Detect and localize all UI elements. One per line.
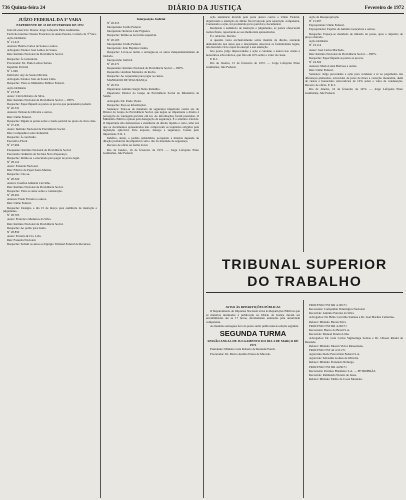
paragraph: Rio de Janeiro, 16 de fevereiro de 1972. — Jorge Lafayette Pinto Guimarães, Juiz Federal.	[305, 87, 403, 95]
paragraph: Despacho: Especifiquem as partes as provas.	[309, 55, 364, 60]
paragraph: Juiz em exercício: Doutor Jorge Lafayette Pinto Guimarães.	[7, 27, 81, 32]
paragraph: Nº 23.518	[7, 89, 20, 94]
paragraph: Despacho: Lavre-se termo e entregue-se os autos independentemente de traslado.	[103, 50, 199, 58]
paragraph: Autor: Ferreira & Cia. Ltda.	[7, 233, 42, 238]
paragraph: Presidente: Ministro Luiz Roberto de Rezende Puech.	[210, 347, 276, 352]
paragraph: Interpelante: União Federal.	[107, 41, 142, 46]
paragraph: Advogado: Doutor José Lemos de Sousa.	[7, 48, 58, 53]
header-date-right: Fevereiro de 1972	[364, 5, 404, 11]
paragraph: Autores: Benito Carlos de Sousa e outros.	[7, 44, 59, 49]
paragraph: Nº 21.007	[309, 19, 322, 24]
paragraph: Nº 1.049	[7, 68, 18, 73]
paragraph: Despacho: Subam os autos ao Egrégio Tribunal Federal de Recursos.	[7, 242, 92, 247]
newspaper-title: DIÁRIO DA JUSTIÇA	[167, 4, 242, 12]
notice-heading: AVISO ÀS REPARTIÇÕES PÚBLICAS	[225, 304, 281, 309]
paragraph: Despacho: Intime-se na forma requerida.	[107, 33, 157, 38]
paragraph: Nº 28.320	[7, 176, 20, 181]
column-divider	[203, 16, 204, 498]
paragraph: Réu: Fábrica de Papel Santa Marina.	[7, 168, 52, 173]
paragraph: Agravado: Sebastião Gomes de Oliveira.	[309, 356, 359, 361]
court-heading: JUÍZO FEDERAL DA 3ª VARA	[18, 17, 82, 22]
paragraph: PROCESSO TST RR 4.630/71	[309, 364, 347, 369]
paragraph: Despacho: Vista ao autor sobre a contestação.	[7, 189, 63, 194]
column-3	[206, 16, 300, 244]
tribunal-banner	[206, 256, 403, 293]
paragraph: Autor: José Carlos Machado.	[309, 47, 345, 52]
paragraph: Réu: Instituto Nacional de Previdência Social — INPS.	[7, 97, 75, 102]
paragraph: Nº 20.271	[107, 61, 120, 66]
paragraph: Nº 27.233	[7, 122, 20, 127]
column-2-heading: Interposição Judicial	[136, 16, 166, 21]
paragraph: Despacho: Expeça-se mandado de imissão de posse, após o depósito do preço ofertado.	[305, 31, 403, 40]
process-list	[305, 304, 403, 381]
paragraph: Despacho: Intime-se o executado para pagar no prazo legal.	[7, 155, 80, 160]
paragraph: Despacho: Cite-se.	[7, 172, 31, 177]
paragraph: Réu: União Federal.	[7, 201, 32, 206]
paragraph: Autora: Josefina Almeida Carvalho.	[7, 180, 51, 185]
paragraph: Autor: Francisco Medeiros da Silva.	[7, 217, 52, 222]
paragraph: Despacho: Digam as partes sobre o laudo pericial no prazo de cinco dias.	[7, 118, 97, 123]
paragraph: Ação Ordinária	[7, 85, 26, 90]
paragraph: É o relatório. Decido.	[210, 33, 237, 38]
paragraph: Nº 28.491	[7, 193, 20, 198]
session-heading: SESSÃO ANUAL DE JULGAMENTO DO DIA 4 DE MARÇO DE 1972	[207, 339, 299, 347]
paragraph: Interposição Judicial	[107, 57, 133, 62]
paragraph: Nº 26.531	[7, 106, 20, 111]
paragraph: Nº 23.114	[309, 43, 322, 48]
paragraph: Nº 20.351	[107, 82, 120, 87]
paragraph: Nº 24.562	[309, 59, 322, 64]
header-date-left: 736 Quinta-feira 24	[2, 5, 46, 11]
paragraph: Relator: Ministro Mozart Victor Russomano.	[309, 343, 364, 348]
tribunal-title-line1: TRIBUNAL SUPERIOR	[221, 256, 388, 272]
paragraph: MANDADO DE SEGURANÇA	[107, 78, 148, 83]
column-divider	[303, 300, 304, 498]
paragraph: Recorrente: Banco do Brasil S.A.	[309, 327, 350, 332]
paragraph: Inquérito Policial	[7, 64, 29, 69]
paragraph: Réu: Companhia Cedro Industrial.	[7, 131, 49, 136]
paragraph: Autor: Clóvis Ribeiro da Silva.	[7, 93, 45, 98]
paragraph: Advogados: Dr. Hélio Carvalho Santana e Dr. José Martins Catharino.	[309, 315, 395, 320]
column-4	[305, 16, 403, 244]
paragraph: Recorrido: Antônio Ferreira da Silva.	[309, 311, 355, 316]
paragraph: Recorrido: Raimundo Nonato de Jesus.	[309, 372, 357, 377]
paragraph: Despacho: Vista ao Ministério Público Federal.	[7, 81, 65, 86]
paragraph: Nº 28.116	[7, 160, 20, 165]
paragraph: Autores: Paulo Ferreira e outros.	[7, 197, 47, 202]
paragraph: Nº 28.703	[7, 213, 20, 218]
paragraph: Interpelado: João Baptista Cunha.	[107, 45, 149, 50]
paragraph: Despacho: Peça-se informações.	[107, 102, 147, 107]
paragraph: PROCESSO TST RR 4.202/71	[309, 323, 347, 328]
paragraph: Executado: Indústria de Tecidos Nova Esperança.	[7, 151, 68, 156]
column-divider	[303, 16, 304, 252]
paragraph: Autores: Maria Luiza Barbosa e outras.	[309, 64, 358, 69]
paragraph: Isto posto, julgo improcedente a ação e condeno a autora nas custas e honorários advocatícios, que fixo em 10% sobre o valor da causa.	[206, 49, 300, 57]
paragraph: ação anulatória movida pela parte autora contra a União Federal, objetivando a anulação de débito fiscal lançado pela repartição competente. Contestada a ação, foi produzida prova pericial e documental.	[206, 16, 300, 27]
column-1-body	[3, 29, 97, 247]
paragraph: O Departamento de Imprensa Nacional avisa às Repartições Públicas que as matérias destinadas à publicação no Diário da Justiça devem ser encaminhadas até as 17 horas, devidamente assinadas pela autoridade competente.	[206, 309, 300, 324]
paragraph: Requerente: Instituto Nacional de Previdência Social — INPS.	[107, 66, 184, 70]
paragraph: Réu: União Federal.	[7, 114, 32, 119]
paragraph: Rio de Janeiro, 16 de fevereiro de 1972. — Jorge Lafayette Pinto Guimarães, Juiz Federal.	[103, 147, 199, 156]
paragraph: Autor: Fazenda Nacional.	[7, 164, 39, 169]
paragraph: Relator: Ministro Thélio da Costa Monteiro.	[309, 376, 363, 381]
paragraph: Expropriados: Espólio de Antônio Gonçalves e outros.	[309, 27, 376, 32]
notice-body	[206, 310, 300, 328]
paragraph: Ação Ordinária	[7, 35, 26, 40]
paragraph: Réu: Instituto Nacional de Previdência Social.	[7, 221, 64, 226]
paragraph: Réu: Fazenda Nacional.	[7, 238, 37, 243]
paragraph: As matérias entregues fora do prazo serão publicadas na edição seguinte.	[210, 323, 299, 328]
column-2-body	[103, 22, 199, 156]
paragraph: Ação de Desapropriação	[309, 16, 339, 19]
column-4-lower	[305, 304, 403, 480]
paragraph: Recorrente: Petróleo Brasileiro S.A. — PETROBRÁS.	[309, 368, 377, 373]
paragraph: Recorrido: Manoel Pereira Lima.	[309, 331, 350, 336]
paragraph: Interpelante: União Federal.	[107, 25, 142, 30]
paragraph: Sentença: Julgo procedente a ação para condenar a ré ao pagamento das diferenças pleiteadas, acrescidas de juros de mora e correção monetária, além de custas e honorários advocatícios de 10% sobre o valor da condenação. Recorro de ofício. P. R. I.	[305, 72, 403, 88]
paragraph: Indiciado: Ary de Souza Oliveira.	[7, 73, 49, 78]
paragraph: Interpelado: Roberto Luiz Figueira.	[107, 29, 151, 34]
paragraph: Ação Ordinária	[309, 39, 328, 44]
paragraph: Nº 20.015	[107, 21, 120, 26]
paragraph: Recorrente: Companhia Siderúrgica Nacional.	[309, 307, 366, 312]
paragraph: Autor: Instituto Nacional de Previdência Social.	[7, 126, 66, 131]
expediente-heading: EXPEDIENTE DE 13 DE FEVEREIRO DE 1972	[16, 23, 84, 27]
paragraph: Autores: Nelson de Oliveira e outros.	[7, 110, 53, 115]
paragraph: Despacho: Ao perito para laudo.	[7, 225, 47, 230]
paragraph: Exequente: Instituto Nacional de Previdência Social.	[7, 147, 72, 152]
column-divider	[100, 16, 101, 498]
column-3-lower	[206, 304, 300, 480]
paragraph: Despacho: Designo o dia 15 de março para audiência de instrução e julgamento.	[3, 205, 97, 214]
paragraph: Agravante: Rede Ferroviária Federal S.A.	[309, 352, 360, 357]
paragraph: Recorro de ofício na forma da lei.	[107, 143, 149, 148]
section-heading: SEGUNDA TURMA	[219, 329, 287, 339]
paragraph: Indefiro, ainda, o pedido subsidiário, porquanto a matéria depende de dilação probatória incompatível com o rito do mandado de segurança.	[103, 135, 199, 144]
paragraph: Procurador: Dr. Paulo Lemos Seixas.	[7, 60, 53, 65]
paragraph: Réu: Instituto Nacional de Previdência Social.	[7, 52, 64, 57]
paragraph: Nº 21.415	[7, 39, 20, 44]
paragraph: A questão versa exclusivamente sobre matéria de direito, restando demonstrado nos autos que o lançamento observou as formalidades legais, não havendo vício capaz de ensejar a sua anulação.	[206, 38, 300, 50]
paragraph: Advogado: Doutor João de Souza Lima.	[7, 77, 57, 82]
paragraph: Réu: União Federal.	[309, 68, 334, 73]
paragraph: Executivo Fiscal	[7, 139, 28, 144]
paragraph: Realizada a audiência de instrução e julgamento, as partes ofereceram razões finais, reportando-se aos memoriais apresentados.	[206, 26, 300, 34]
paragraph: Impetrado: Diretor do Grupo de Previdência Social do Ministério da Saúde.	[103, 90, 199, 99]
paragraph: Nº 27.904	[7, 143, 20, 148]
paragraph: Despacho: Ao requerente para pagar as custas.	[107, 74, 164, 79]
paragraph: Nº 20.103	[107, 37, 120, 42]
paragraph: Requerido: Antônio Monteiro da Rocha.	[107, 70, 157, 75]
paragraph: Advogado: Dr. Paulo Vieira.	[107, 98, 142, 103]
paragraph: Relator: Ministro Barata Silva.	[309, 319, 347, 324]
paragraph: Expropriante: União Federal.	[309, 23, 345, 28]
paragraph: Advogados: Dr. Luiz Carlos Sigmaringa Seixas e Dr. Ulisses Riedel de Resende.	[305, 336, 403, 344]
paragraph: Impetrante: Antônio Sergio Netto Ramalho.	[107, 86, 161, 91]
column-3-body	[206, 16, 300, 69]
paragraph: Réu: Instituto Nacional de Previdência Social — INPS.	[309, 51, 377, 56]
paragraph: Sentença: Trata-se de mandado de segurança impetrado contra ato do Diretor do Grupo de Previdência Social, que negou ao impetrante o direito à percepção de vantagem prevista em lei. As informações foram prestadas. O Ministério Público opinou pela denegação da segurança. É o relatório. Decido. O impetrante não demonstrou a existência de direito líquido e certo, uma vez que os documentos apresentados não comprovam os requisitos exigidos pela legislação aplicável. Pelo exposto, denego a segurança. Custas pelo impetrante. P. R. I.	[103, 106, 199, 136]
paragraph: Despacho: Especifiquem as partes as provas que pretendem produzir.	[7, 102, 92, 107]
paragraph: PROCESSO TST AI 4.511/71	[309, 347, 346, 352]
session-body	[206, 348, 300, 356]
paragraph: Escrivão interino: Doutor Francisco de Assis Pereira, Cartório da 3ª Vara.	[7, 31, 97, 36]
paragraph: Procurador: Dr. Marco Aurélio Prates de Macedo.	[210, 351, 271, 356]
paragraph: Relator: Ministro Fernando Nóbrega.	[309, 360, 355, 365]
paragraph: PROCESSO TST RR 4.165/71	[309, 304, 347, 307]
paragraph: Rio de Janeiro, 15 de fevereiro de 1972. — Jorge Lafayette Pinto Guimarães, Juiz Federal.	[206, 61, 300, 69]
paragraph: Despacho: À conclusão.	[7, 135, 37, 140]
paragraph: Nº 28.850	[7, 229, 20, 234]
column-1	[3, 16, 97, 496]
paragraph: Réu: Instituto Nacional de Previdência Social.	[7, 184, 64, 189]
column-4-body	[305, 16, 403, 95]
paragraph: P. R. I.	[210, 56, 219, 61]
paragraph: Despacho: À Contadoria.	[7, 56, 38, 61]
page-header	[2, 3, 404, 14]
column-2	[103, 16, 199, 492]
tribunal-title-line2: DO TRABALHO	[247, 273, 362, 289]
